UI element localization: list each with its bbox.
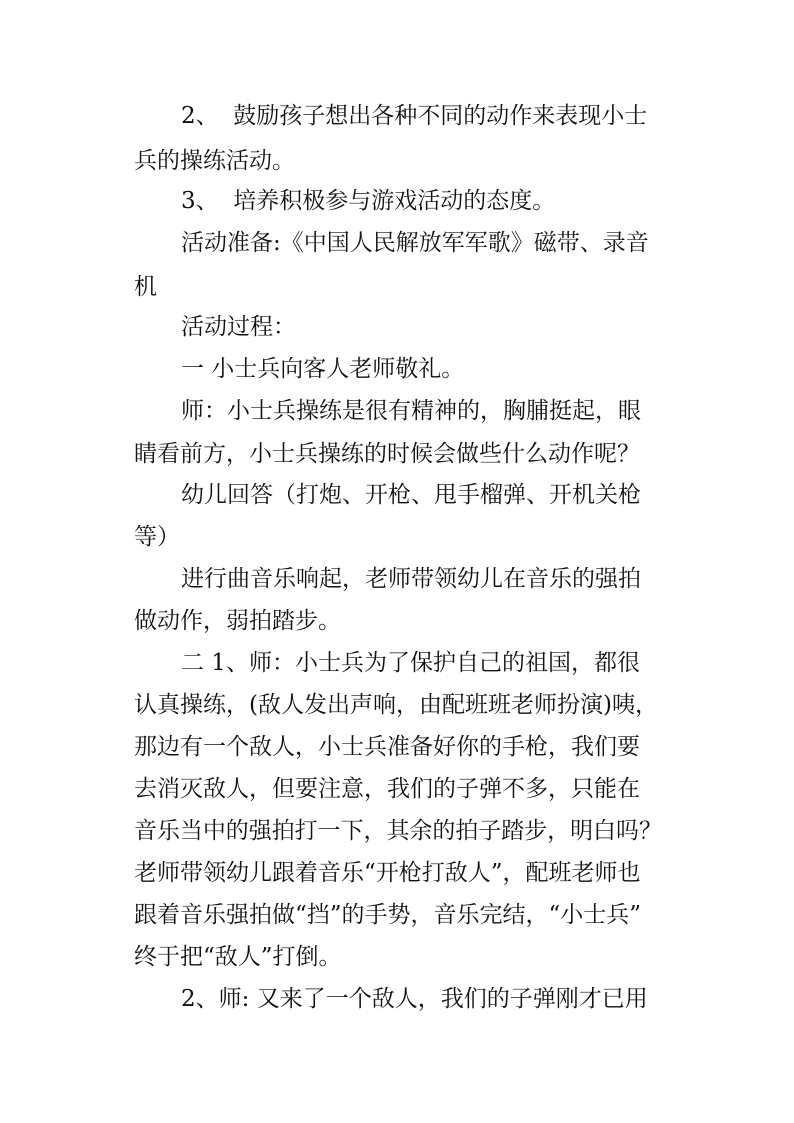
text-line: 一 小士兵向客人老师敬礼。 (181, 356, 465, 382)
text-line: 2、师: 又来了一个敌人，我们的子弹刚才已用 (181, 986, 648, 1012)
text-line: 等） (134, 524, 180, 550)
text-line: 兵的操练活动。 (134, 148, 295, 174)
text-line: 老师带领幼儿跟着音乐“开枪打敌人”，配班老师也 (134, 860, 641, 886)
text-line: 睛看前方，小士兵操练的时候会做些什么动作呢？ (134, 441, 640, 467)
text-line: 去消灭敌人，但要注意，我们的子弹不多，只能在 (134, 776, 640, 802)
text-line: 幼儿回答（打炮、开枪、甩手榴弹、开机关枪 (181, 482, 641, 508)
text-line: 跟着音乐强拍做“挡”的手势，音乐完结，“小士兵” (134, 902, 642, 928)
text-line: 2、 鼓励孩子想出各种不同的动作来表现小士 (181, 103, 648, 129)
text-line: 认真操练，(敌人发出声响，由配班班老师扮演)咦， (134, 692, 658, 718)
text-line: 进行曲音乐响起，老师带领幼儿在音乐的强拍 (181, 566, 641, 592)
text-line: 二 1、师：小士兵为了保护自己的祖国，都很 (181, 650, 640, 676)
text-line: 音乐当中的强拍打一下，其余的拍子踏步，明白吗？ (134, 818, 662, 844)
text-line: 活动过程： (181, 314, 296, 340)
text-line: 师：小士兵操练是很有精神的，胸脯挺起，眼 (181, 398, 641, 424)
text-line: 3、 培养积极参与游戏活动的态度。 (181, 188, 556, 214)
text-line: 做动作，弱拍踏步。 (134, 608, 341, 634)
text-line: 活动准备:《中国人民解放军军歌》磁带、录音 (181, 230, 649, 256)
text-line: 终于把“敌人”打倒。 (134, 944, 342, 970)
text-line: 那边有一个敌人，小士兵准备好你的手枪，我们要 (134, 734, 640, 760)
text-line: 机 (134, 274, 157, 300)
